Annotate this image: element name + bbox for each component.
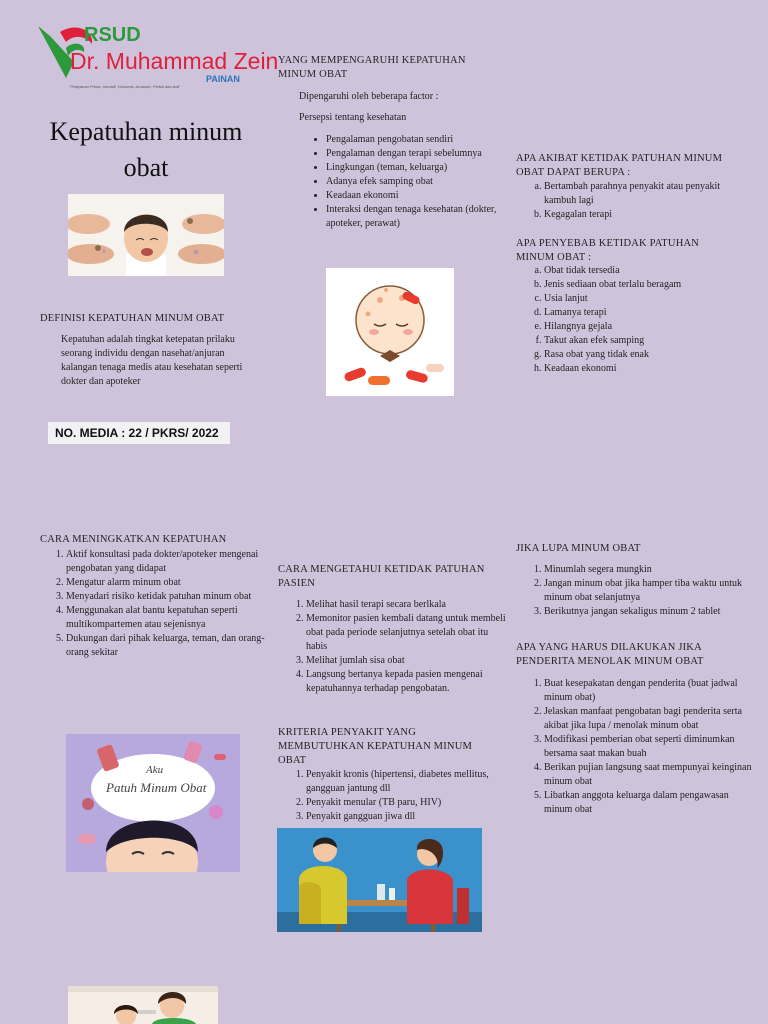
definisi-body: Kepatuhan adalah tingkat ketepatan prilaku seorang individu dengan nasehat/anjuran kalangan tenaga medis atau kesehatan seperti dokter dan apoteker xyxy=(61,334,243,387)
list-item: • Lingkungan (teman, keluarga) xyxy=(326,161,526,175)
list-item: c. Usia lanjut xyxy=(544,292,754,306)
meningkatkan-heading: CARA MENINGKATKAN KEPATUHAN xyxy=(40,534,227,545)
list-item: 3. Berikutnya jangan sekaligus minum 2 tablet xyxy=(544,605,754,619)
list-item: b. Jenis sediaan obat terlalu beragam xyxy=(544,278,754,292)
list-item: 2. Jelaskan manfaat pengobatan bagi penderita serta akibat jika lupa / menolak minum obat xyxy=(544,705,754,733)
list-item: 1. Melihat hasil terapi secara berlkala xyxy=(306,598,506,612)
media-number-box xyxy=(48,422,230,444)
akibat-heading: APA AKIBAT KETIDAK PATUHAN MINUM OBAT DAPAT BERUPA : xyxy=(516,153,723,178)
list-item: h. Keadaan ekonomi xyxy=(544,362,754,376)
conversation-image xyxy=(277,828,482,932)
crying-child-image xyxy=(68,194,224,276)
list-item: 5. Libatkan anggota keluarga dalam pengawasan minum obat xyxy=(544,789,754,817)
lupa-heading: JIKA LUPA MINUM OBAT xyxy=(516,543,641,554)
list-item: 2. Mengatur alarm minum obat xyxy=(66,576,284,590)
akibat-list xyxy=(514,180,754,222)
faktor-sub: Persepsi tentang kesehatan xyxy=(299,112,407,123)
list-item: • Pengalaman pengobatan sendiri xyxy=(326,133,526,147)
list-item: 3. Melihat jumlah sisa obat xyxy=(306,654,506,668)
logo-tagline: Pelayanan Prima, Inovatif, Humanis, Amanah, Peduli dan Adil xyxy=(70,84,180,89)
logo-city-text: PAINAN xyxy=(206,74,240,84)
list-item: 3. Menyadari risiko ketidak patuhan minum obat xyxy=(66,590,284,604)
hospital-logo xyxy=(36,22,279,92)
list-item: 2. Jangan minum obat jika hamper tiba waktu untuk minum obat selanjutnya xyxy=(544,577,754,605)
patuh-image-text-2: Patuh Minum Obat xyxy=(106,780,207,795)
menolak-heading: APA YANG HARUS DILAKUKAN JIKA PENDERITA MENOLAK MINUM OBAT xyxy=(516,642,704,667)
list-item: g. Rasa obat yang tidak enak xyxy=(544,348,754,362)
definisi-heading: DEFINISI KEPATUHAN MINUM OBAT xyxy=(40,313,225,324)
patuh-minum-obat-image xyxy=(66,734,240,872)
list-item: 3. Penyakit gangguan jiwa dll xyxy=(306,810,506,824)
logo-rsud-text: RSUD xyxy=(84,24,141,46)
list-item: 1. Penyakit kronis (hipertensi, diabetes mellitus, gangguan jantung dll xyxy=(306,768,506,796)
list-item: a. Bertambah parahnya penyakit atau penyakit kambuh lagi xyxy=(544,180,754,208)
list-item: • Keadaan ekonomi xyxy=(326,189,526,203)
list-item: • Adanya efek samping obat xyxy=(326,175,526,189)
logo-name-text: Dr. Muhammad Zein xyxy=(70,48,279,74)
mengetahui-list xyxy=(280,598,506,696)
list-item: 1. Aktif konsultasi pada dokter/apoteker mengenai pengobatan yang didapat xyxy=(66,548,284,576)
list-item: 2. Memonitor pasien kembali datang untuk membeli obat pada periode selanjutnya setelah obat itu habis xyxy=(306,612,506,654)
list-item: 3. Modifikasi pemberian obat seperti diminumkan bersama saat makan buah xyxy=(544,733,754,761)
mengetahui-heading: CARA MENGETAHUI KETIDAK PATUHAN PASIEN xyxy=(278,564,485,589)
kriteria-heading: KRITERIA PENYAKIT YANG MEMBUTUHKAN KEPATUHAN MINUM OBAT xyxy=(278,727,473,766)
list-item: • Interaksi dengan tenaga kesehatan (dokter, apoteker, perawat) xyxy=(326,203,526,231)
list-item: a. Obat tidak tersedia xyxy=(544,264,754,278)
meningkatkan-list xyxy=(40,548,284,660)
faktor-heading: YANG MEMPENGARUHI KEPATUHAN MINUM OBAT xyxy=(278,55,466,80)
list-item: • Pengalaman dengan terapi sebelumnya xyxy=(326,147,526,161)
list-item: b. Kegagalan terapi xyxy=(544,208,754,222)
patuh-image-text-1: Aku xyxy=(146,764,164,776)
page-title: Kepatuhan minum obat xyxy=(49,117,243,182)
mother-child-image xyxy=(68,986,218,1024)
list-item: 4. Menggunakan alat bantu kepatuhan seperti multikompartemen atau sejenisnya xyxy=(66,604,284,632)
media-number-text: NO. MEDIA : 22 / PKRS/ 2022 xyxy=(55,426,219,440)
penyebab-heading: APA PENYEBAB KETIDAK PATUHAN MINUM OBAT : xyxy=(516,238,700,263)
list-item: 2. Penyakit menular (TB paru, HIV) xyxy=(306,796,506,810)
list-item: 4. Langsung bertanya kepada pasien mengenai kepatuhannya terhadap pengobatan. xyxy=(306,668,506,696)
list-item: 1. Buat kesepakatan dengan penderita (buat jadwal minum obat) xyxy=(544,677,754,705)
menolak-list xyxy=(518,677,754,817)
list-item: 5. Dukungan dari pihak keluarga, teman, dan orang-orang sekitar xyxy=(66,632,284,660)
lupa-list xyxy=(518,563,754,619)
list-item: e. Hilangnya gejala xyxy=(544,320,754,334)
faktor-intro: Dipengaruhi oleh beberapa factor : xyxy=(299,91,439,102)
kriteria-list xyxy=(280,768,506,824)
penyebab-list xyxy=(514,264,754,376)
pill-character-image xyxy=(326,268,454,396)
list-item: f. Takut akan efek samping xyxy=(544,334,754,348)
list-item: d. Lamanya terapi xyxy=(544,306,754,320)
faktor-list xyxy=(278,133,526,231)
list-item: 4. Berikan pujian langsung saat mempunyai keinginan minum obat xyxy=(544,761,754,789)
list-item: 1. Minumlah segera mungkin xyxy=(544,563,754,577)
